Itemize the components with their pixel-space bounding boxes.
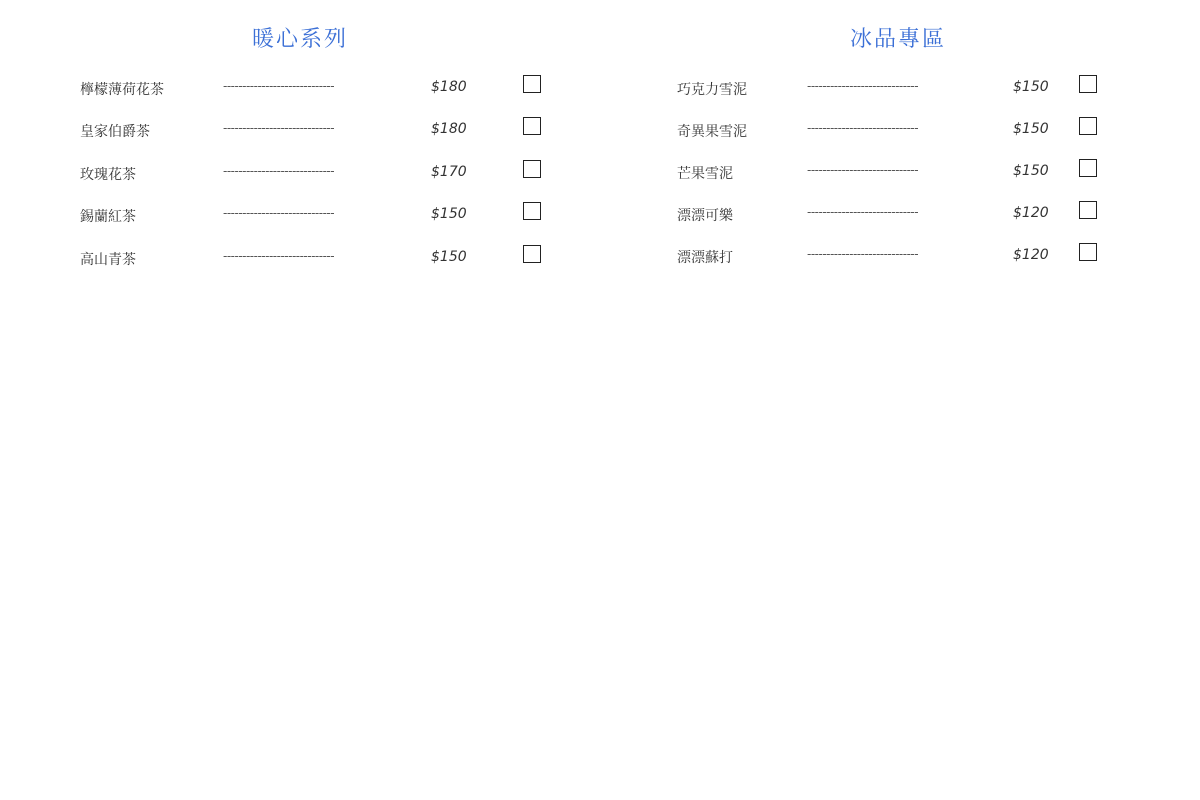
dotted-leader: ----------------------------- <box>807 247 919 261</box>
item-price: $180 <box>431 79 467 95</box>
order-checkbox[interactable] <box>523 75 541 93</box>
item-name: 檸檬薄荷花茶 <box>80 82 164 98</box>
item-name: 巧克力雪泥 <box>677 82 747 98</box>
dotted-leader: ----------------------------- <box>807 121 919 135</box>
order-checkbox[interactable] <box>1079 75 1097 93</box>
item-price: $120 <box>1013 247 1049 263</box>
item-name: 高山青茶 <box>80 252 136 268</box>
menu-item-mango-slush <box>600 157 1200 187</box>
menu-item-earl-grey <box>0 115 600 145</box>
menu-item-high-mountain-tea <box>0 243 600 273</box>
item-name: 玫瑰花茶 <box>80 167 136 183</box>
item-name: 皇家伯爵茶 <box>80 124 150 140</box>
item-price: $150 <box>1013 79 1049 95</box>
order-checkbox[interactable] <box>1079 159 1097 177</box>
item-price: $180 <box>431 121 467 137</box>
menu-item-chocolate-slush <box>600 73 1200 103</box>
dotted-leader: ----------------------------- <box>807 205 919 219</box>
order-checkbox[interactable] <box>523 202 541 220</box>
order-checkbox[interactable] <box>1079 117 1097 135</box>
dotted-leader: ----------------------------- <box>223 206 335 220</box>
menu-item-ceylon-black-tea <box>0 200 600 230</box>
order-checkbox[interactable] <box>523 117 541 135</box>
dotted-leader: ----------------------------- <box>223 121 335 135</box>
menu-item-rose-tea <box>0 158 600 188</box>
item-name: 漂漂蘇打 <box>677 250 733 266</box>
dotted-leader: ----------------------------- <box>223 79 335 93</box>
menu-item-kiwi-slush <box>600 115 1200 145</box>
warm-series-section <box>0 0 600 300</box>
item-price: $150 <box>431 206 467 222</box>
item-name: 奇異果雪泥 <box>677 124 747 140</box>
item-price: $150 <box>1013 163 1049 179</box>
item-price: $120 <box>1013 205 1049 221</box>
item-name: 錫蘭紅茶 <box>80 209 136 225</box>
dotted-leader: ----------------------------- <box>807 163 919 177</box>
order-checkbox[interactable] <box>523 160 541 178</box>
order-checkbox[interactable] <box>1079 243 1097 261</box>
ice-zone-section <box>600 0 1200 300</box>
item-name: 芒果雪泥 <box>677 166 733 182</box>
dotted-leader: ----------------------------- <box>223 164 335 178</box>
dotted-leader: ----------------------------- <box>223 249 335 263</box>
order-checkbox[interactable] <box>1079 201 1097 219</box>
ice-zone-title: 冰品專區 <box>849 27 947 52</box>
order-checkbox[interactable] <box>523 245 541 263</box>
dotted-leader: ----------------------------- <box>807 79 919 93</box>
menu-item-lemon-mint-tea <box>0 73 600 103</box>
item-price: $150 <box>431 249 467 265</box>
menu-item-float-soda <box>600 241 1200 271</box>
menu-item-float-cola <box>600 199 1200 229</box>
item-price: $170 <box>431 164 467 180</box>
warm-series-title: 暖心系列 <box>251 27 349 52</box>
item-name: 漂漂可樂 <box>677 208 733 224</box>
item-price: $150 <box>1013 121 1049 137</box>
